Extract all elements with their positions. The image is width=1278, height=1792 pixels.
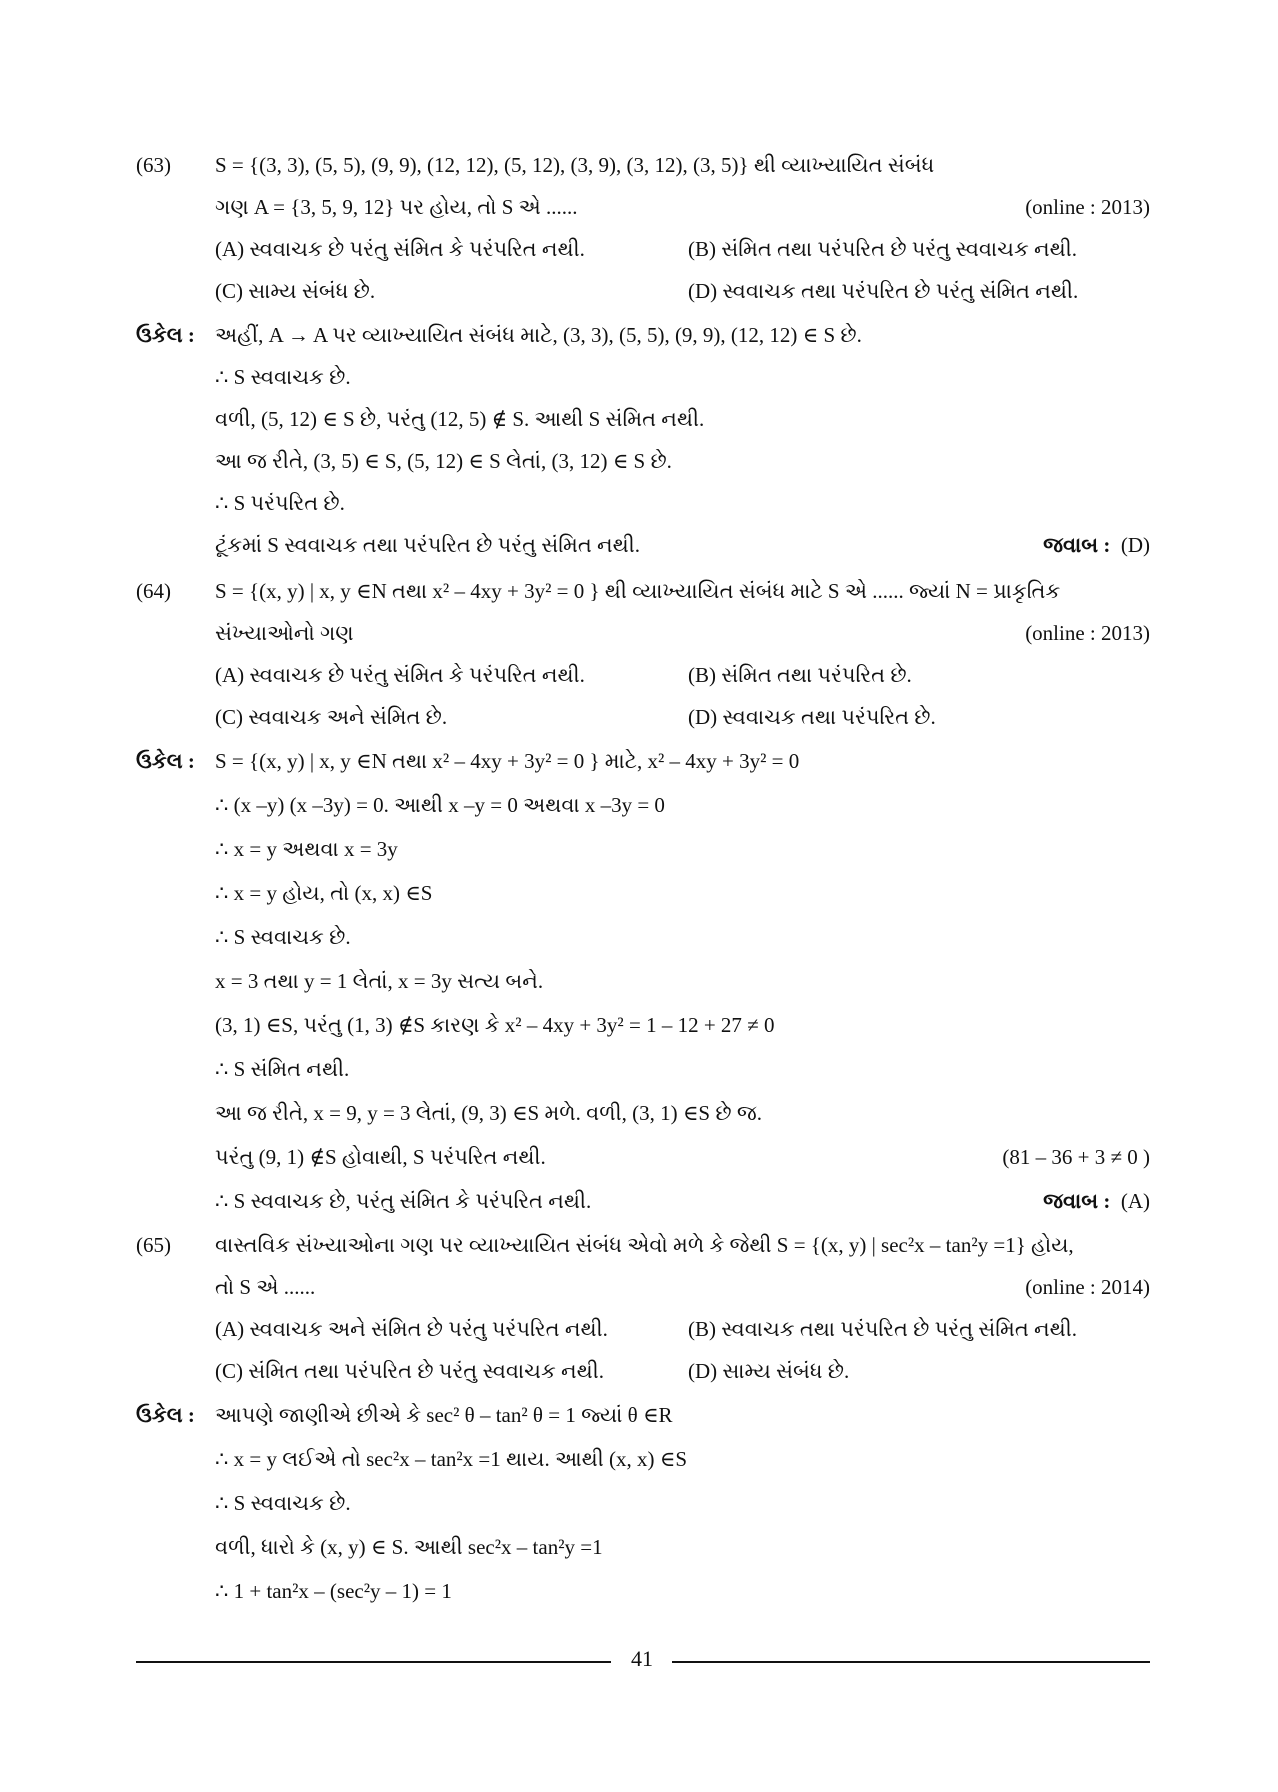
question-text: ગણ A = {3, 5, 9, 12} પર હોય, તો S એ ...... [215, 195, 578, 219]
answer-value: (A) [1120, 1189, 1150, 1213]
solution-label: ઉકેલ : [136, 749, 195, 773]
option-d: (D) સ્વવાચક તથા પરંપરિત છે પરંતુ સંમિત નથી. [688, 279, 1079, 303]
solution-line: ∴ S સ્વવાચક છે, પરંતુ સંમિત કે પરંપરિત નથી. [215, 1189, 592, 1213]
option-c: (C) સ્વવાચક અને સંમિત છે. [215, 705, 448, 729]
solution-line: ∴ x = y હોય, તો (x, x) ∈S [215, 881, 433, 905]
solution-line: ∴ (x –y) (x –3y) = 0. આથી x –y = 0 અથવા x –3y = 0 [215, 793, 665, 817]
option-a: (A) સ્વવાચક અને સંમિત છે પરંતુ પરંપરિત નથી. [215, 1317, 608, 1341]
question-text: S = {(x, y) | x, y ∈N તથા x² – 4xy + 3y² = 0 } થી વ્યાખ્યાયિત સંબંધ માટે S એ ...... જ્યાં N = પ્રાકૃતિક [215, 579, 1061, 603]
solution-label: ઉકેલ : [136, 323, 195, 347]
option-c: (C) સામ્ય સંબંધ છે. [215, 279, 376, 303]
option-b: (B) સ્વવાચક તથા પરંપરિત છે પરંતુ સંમિત નથી. [688, 1317, 1078, 1341]
solution-line: ∴ 1 + tan²x – (sec²y – 1) = 1 [215, 1579, 452, 1603]
solution-line: ∴ S સંમિત નથી. [215, 1057, 350, 1081]
solution-line: ∴ S સ્વવાચક છે. [215, 1491, 351, 1515]
solution-line: ટૂંકમાં S સ્વવાચક તથા પરંપરિત છે પરંતુ સંમિત નથી. [215, 533, 640, 557]
solution-line: ∴ S પરંપરિત છે. [215, 491, 345, 515]
question-source: (online : 2014) [1025, 1275, 1150, 1299]
option-a: (A) સ્વવાચક છે પરંતુ સંમિત કે પરંપરિત નથી. [215, 663, 585, 687]
solution-line: વળી, ધારો કે (x, y) ∈ S. આથી sec²x – tan²y =1 [215, 1535, 603, 1559]
option-d: (D) સ્વવાચક તથા પરંપરિત છે. [688, 705, 936, 729]
solution-line: આ જ રીતે, x = 9, y = 3 લેતાં, (9, 3) ∈S મળે. વળી, (3, 1) ∈S છે જ. [215, 1101, 762, 1125]
question-text: વાસ્તવિક સંખ્યાઓના ગણ પર વ્યાખ્યાયિત સંબંધ એવો મળે કે જેથી S = {(x, y) | sec²x – tan²y =1} હોય, [215, 1233, 1074, 1257]
question-number: (64) [136, 579, 171, 603]
solution-line: ∴ S સ્વવાચક છે. [215, 925, 351, 949]
solution-line: S = {(x, y) | x, y ∈N તથા x² – 4xy + 3y² = 0 } માટે, x² – 4xy + 3y² = 0 [215, 749, 800, 773]
question-source: (online : 2013) [1025, 621, 1150, 645]
option-b: (B) સંમિત તથા પરંપરિત છે. [688, 663, 912, 687]
answer-label: જવાબ : [1043, 533, 1111, 557]
solution-line: (3, 1) ∈S, પરંતુ (1, 3) ∉S કારણ કે x² – 4xy + 3y² = 1 – 12 + 27 ≠ 0 [215, 1013, 775, 1037]
solution-line: આપણે જાણીએ છીએ કે sec² θ – tan² θ = 1 જ્યાં θ ∈R [215, 1403, 673, 1427]
option-d: (D) સામ્ય સંબંધ છે. [688, 1359, 850, 1383]
solution-line: ∴ x = y અથવા x = 3y [215, 837, 398, 861]
page-number: 41 [631, 1646, 653, 1671]
solution-line: અહીં, A → A પર વ્યાખ્યાયિત સંબંધ માટે, (3, 3), (5, 5), (9, 9), (12, 12) ∈ S છે. [215, 323, 862, 347]
question-number: (65) [136, 1233, 171, 1257]
option-c: (C) સંમિત તથા પરંપરિત છે પરંતુ સ્વવાચક નથી. [215, 1359, 605, 1383]
solution-line: વળી, (5, 12) ∈ S છે, પરંતુ (12, 5) ∉ S. આથી S સંમિત નથી. [215, 407, 705, 431]
question-source: (online : 2013) [1025, 195, 1150, 219]
question-number: (63) [136, 153, 171, 177]
footer-rule-right [672, 1661, 1150, 1663]
solution-line: x = 3 તથા y = 1 લેતાં, x = 3y સત્ય બને. [215, 969, 544, 993]
question-text: સંખ્યાઓનો ગણ [215, 621, 354, 645]
question-text: તો S એ ...... [215, 1275, 316, 1299]
answer [1043, 532, 1150, 558]
answer-label: જવાબ : [1043, 1189, 1111, 1213]
solution-line: પરંતુ (9, 1) ∉S હોવાથી, S પરંપરિત નથી. [215, 1145, 546, 1169]
question-text: S = {(3, 3), (5, 5), (9, 9), (12, 12), (5, 12), (3, 9), (3, 12), (3, 5)} થી વ્યાખ્યાયિત સંબંધ [215, 153, 935, 177]
solution-line: આ જ રીતે, (3, 5) ∈ S, (5, 12) ∈ S લેતાં, (3, 12) ∈ S છે. [215, 449, 672, 473]
answer [1043, 1188, 1150, 1214]
answer-value: (D) [1120, 533, 1150, 557]
option-a: (A) સ્વવાચક છે પરંતુ સંમિત કે પરંપરિત નથી. [215, 237, 585, 261]
solution-label: ઉકેલ : [136, 1403, 195, 1427]
footer-rule-left [136, 1661, 611, 1663]
solution-line: ∴ x = y લઈએ તો sec²x – tan²x =1 થાય. આથી (x, x) ∈S [215, 1447, 688, 1471]
solution-line: ∴ S સ્વવાચક છે. [215, 365, 351, 389]
option-b: (B) સંમિત તથા પરંપરિત છે પરંતુ સ્વવાચક નથી. [688, 237, 1078, 261]
solution-note: (81 – 36 + 3 ≠ 0 ) [1002, 1145, 1150, 1169]
